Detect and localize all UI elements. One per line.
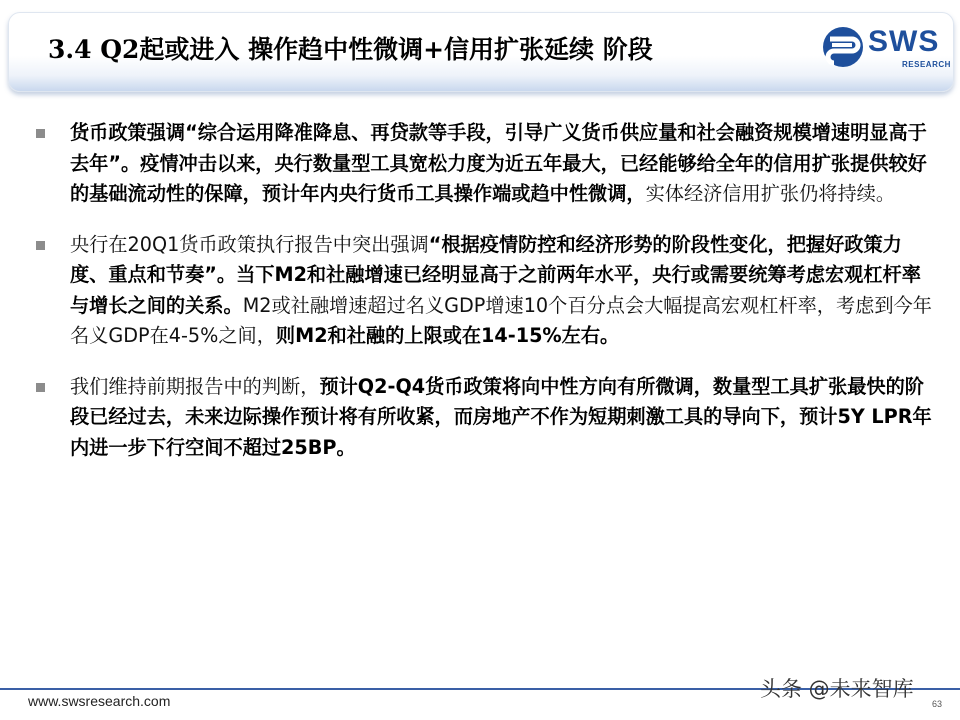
bullet-list bbox=[34, 118, 934, 483]
title-bar bbox=[0, 0, 960, 96]
bullet-item bbox=[34, 372, 934, 464]
bullet-text: 实体经济信用扩张仍将持续。 bbox=[645, 182, 896, 205]
logo-text: SWS bbox=[868, 25, 940, 58]
page-number: 63 bbox=[932, 699, 943, 709]
bullet-bold-text: 预计Q2-Q4货币政策将向中性方向有所微调，数量型工具扩张最快的阶段已经过去，未来边际操作预计将有所收紧，而房地产不作为短期刺激工具的导向下，预计5Y LPR年内进一步下行空间不超过25BP。 bbox=[70, 374, 932, 459]
bullet-item bbox=[34, 230, 934, 352]
bullet-bold-text: 则M2和社融的上限或在14-15%左右。 bbox=[275, 324, 620, 347]
sws-logo-mark-icon bbox=[822, 26, 864, 68]
square-bullet-icon bbox=[36, 241, 45, 250]
bullet-bold-text: “根据疫情防控和经济形势的阶段性变化，把握好政策力度、重点和节奏”。当下M2和社融增速已经明显高于之前两年水平，央行或需要统筹考虑宏观杠杆率与增长之间的关系。 bbox=[70, 232, 921, 317]
bullet-item bbox=[34, 118, 934, 210]
square-bullet-icon bbox=[36, 129, 45, 138]
square-bullet-icon bbox=[36, 383, 45, 392]
sws-logo bbox=[822, 24, 951, 72]
bullet-text: 我们维持前期报告中的判断， bbox=[70, 374, 320, 398]
page-title: 3.4 Q2起或进入 操作趋中性微调+信用扩张延续 阶段 bbox=[48, 35, 653, 64]
bullet-text: M2或社融增速超过名义GDP增速10个百分点会大幅提高宏观杠杆率，考虑到今年名义GDP在4-5%之间， bbox=[70, 293, 932, 347]
logo-subtext: RESEARCH bbox=[902, 60, 951, 69]
watermark: 头条 @未来智库 bbox=[760, 677, 914, 701]
footer-url: www.swsresearch.com bbox=[28, 693, 171, 709]
bullet-bold-text: 货币政策强调“综合运用降准降息、再贷款等手段，引导广义货币供应量和社会融资规模增速明显高于去年”。疫情冲击以来，央行数量型工具宽松力度为近五年最大，已经能够给全年的信用扩张提供较好的基础流动性的保障，预计年内央行货币工具操作端或趋中性微调， bbox=[70, 121, 927, 205]
bullet-text: 央行在20Q1货币政策执行报告中突出强调 bbox=[70, 232, 429, 256]
